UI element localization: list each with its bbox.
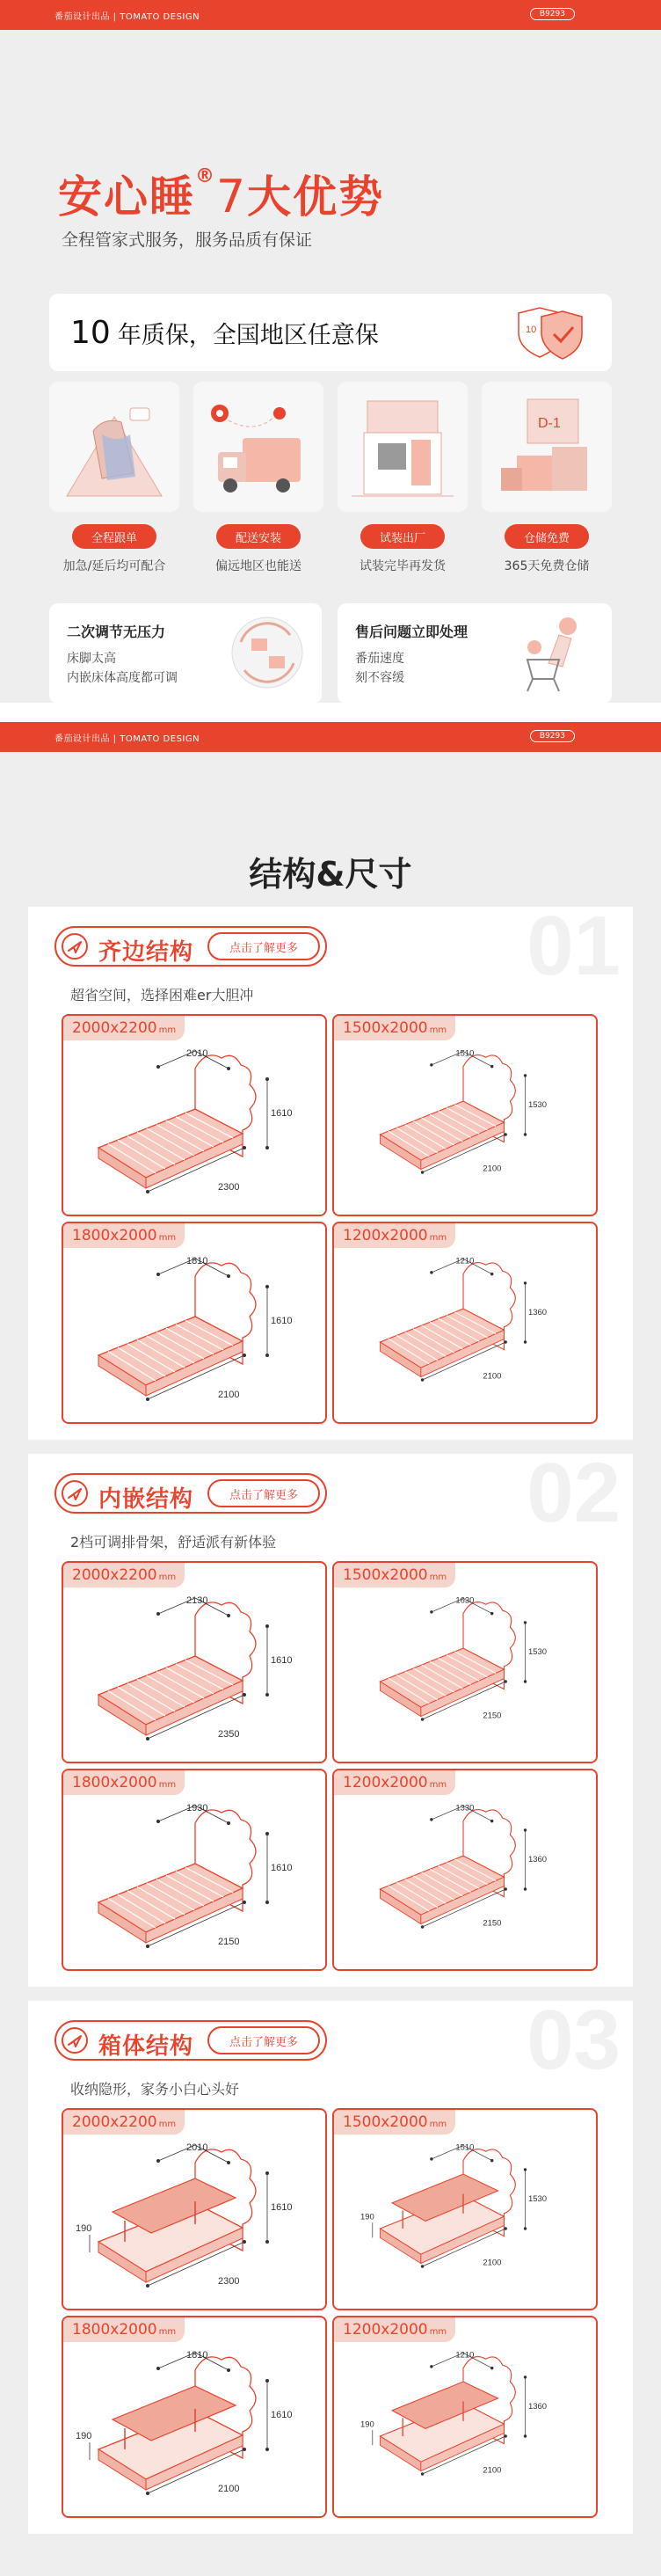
top-bar-2 — [0, 722, 661, 752]
dimension-dot — [490, 1820, 493, 1822]
product-code-badge: B9293 — [530, 8, 575, 20]
tracking-label: 全程跟单 — [72, 524, 156, 549]
size-tag: 1500x2000 mm — [334, 1016, 455, 1040]
dimension-dot — [243, 1693, 246, 1697]
delivery-desc: 偏远地区也能送 — [215, 559, 301, 573]
structure-title: 结构&尺寸 — [249, 855, 412, 894]
base-height-label: 190 — [76, 2431, 92, 2441]
dimension-dot — [490, 2367, 493, 2369]
delivery-illustration — [193, 382, 323, 512]
dimension-dot — [524, 1133, 527, 1135]
dimension-dot — [265, 2240, 269, 2244]
brand-text: 番茄设计出品 | TOMATO DESIGN — [54, 11, 200, 22]
height-label: 1610 — [271, 1316, 293, 1326]
bed-diagram — [334, 1563, 598, 1763]
panel-header — [54, 926, 327, 967]
dimension-dot — [524, 1621, 527, 1624]
length-label: 2150 — [483, 1918, 502, 1929]
storage-label: 仓储免费 — [505, 524, 589, 549]
dimension-dot — [265, 1146, 269, 1149]
height-label: 1610 — [271, 2202, 293, 2213]
size-tag: 1200x2000 mm — [334, 1770, 455, 1795]
dimension-dot — [524, 2375, 527, 2378]
size-tag: 2000x2200 mm — [63, 2110, 185, 2135]
trial-illustration — [338, 382, 468, 512]
dimension-dot — [490, 1612, 493, 1615]
dimension-dot — [156, 1065, 160, 1069]
bed-diagram — [63, 2317, 327, 2518]
size-card — [332, 2108, 598, 2310]
dimension-dot — [156, 2159, 160, 2163]
dimension-dot — [504, 2434, 506, 2437]
base-height-label: 190 — [360, 2419, 374, 2430]
feature-after-sales — [338, 603, 612, 704]
base-height-label: 190 — [76, 2223, 92, 2234]
size-card — [62, 1769, 327, 1971]
after-sales-chair-icon — [510, 609, 598, 697]
warranty-shield-icon — [506, 303, 587, 364]
advantages-title: 安心睡®7大优势 — [58, 165, 385, 223]
size-grid — [62, 2108, 599, 2518]
height-label: 1360 — [527, 1308, 547, 1318]
adjust-cycle-icon — [225, 610, 309, 695]
dimension-dot — [490, 2159, 493, 2162]
advantages-section — [0, 30, 661, 703]
dimension-dot — [243, 1354, 246, 1357]
feature-adjust-title: 二次调节无压力 — [67, 624, 166, 640]
dimension-dot — [524, 1828, 527, 1831]
dimension-dot — [504, 1340, 506, 1343]
size-card — [332, 1222, 598, 1424]
warranty-years: 10 — [70, 314, 111, 351]
bed-diagram — [334, 1223, 598, 1424]
service-card-delivery — [193, 382, 323, 574]
dimension-dot — [265, 1693, 269, 1697]
dimension-dot — [227, 2161, 230, 2164]
dimension-dot — [430, 1818, 432, 1821]
width-label: 2010 — [186, 1048, 208, 1059]
dimension-dot — [265, 1624, 269, 1628]
structure-panel-2 — [28, 1446, 633, 1987]
dimension-dot — [146, 2492, 149, 2495]
height-label: 1360 — [527, 2402, 547, 2412]
top-bar — [0, 0, 661, 30]
panel-subtitle: 超省空间，选择困难er大胆冲 — [70, 987, 254, 1003]
warranty-badge-text: 10 — [526, 325, 537, 335]
dimension-dot — [156, 2367, 160, 2370]
dimension-dot — [146, 2284, 149, 2288]
dimension-dot — [524, 1281, 527, 1284]
panel-title: 箱体结构 — [98, 2033, 194, 2060]
width-label: 1510 — [455, 1048, 475, 1059]
dimension-dot — [430, 1271, 432, 1273]
dimension-dot — [156, 1273, 160, 1276]
dimension-dot — [265, 2448, 269, 2451]
bed-diagram — [334, 1770, 598, 1971]
product-code-badge-2: B9293 — [530, 730, 575, 742]
width-label: 1930 — [186, 1803, 208, 1813]
dimension-dot — [227, 1067, 230, 1070]
size-tag: 2000x2200 mm — [63, 1016, 185, 1040]
dimension-dot — [504, 1133, 506, 1135]
width-label: 1210 — [455, 2350, 475, 2361]
dimension-dot — [524, 2227, 527, 2229]
advantages-subtitle: 全程管家式服务，服务品质有保证 — [62, 230, 313, 250]
panel-title: 内嵌结构 — [98, 1486, 194, 1513]
size-tag: 2000x2200 mm — [63, 1563, 185, 1587]
bed-diagram — [63, 1223, 327, 1424]
service-card-storage — [482, 382, 612, 574]
service-card-tracking — [49, 382, 179, 574]
tracking-illustration — [49, 382, 179, 512]
feature-after-sales-title: 售后问题立即处理 — [355, 624, 469, 640]
height-label: 1610 — [271, 1655, 293, 1666]
dimension-dot — [156, 1820, 160, 1823]
dimension-dot — [227, 1274, 230, 1278]
dimension-dot — [243, 2240, 246, 2244]
width-label: 1330 — [455, 1803, 475, 1813]
dimension-dot — [504, 2227, 506, 2229]
trial-label: 试装出厂 — [360, 524, 445, 549]
width-label: 1210 — [455, 1256, 475, 1266]
height-label: 1530 — [527, 2194, 547, 2205]
width-label: 1810 — [186, 2350, 208, 2361]
width-label: 2130 — [186, 1595, 208, 1606]
length-label: 2300 — [218, 1182, 240, 1193]
bed-diagram — [63, 1770, 327, 1971]
size-card — [62, 2316, 327, 2518]
learn-more-button[interactable]: 点击了解更多 — [207, 2026, 320, 2054]
dimension-dot — [430, 2365, 432, 2368]
dimension-dot — [265, 1354, 269, 1357]
brand-text-2: 番茄设计出品 | TOMATO DESIGN — [54, 733, 200, 744]
height-label: 1610 — [271, 2410, 293, 2420]
size-card — [332, 1769, 598, 1971]
bed-diagram — [63, 1016, 327, 1216]
base-height-label: 190 — [360, 2212, 374, 2222]
size-tag: 1500x2000 mm — [334, 2110, 455, 2135]
structure-panel-1 — [28, 899, 633, 1440]
trial-desc: 试装完毕再发货 — [360, 559, 446, 573]
feature-adjust — [49, 603, 322, 704]
storage-desc: 365天免费仓储 — [504, 559, 590, 573]
structure-panel-3 — [28, 1993, 633, 2534]
dimension-dot — [265, 1832, 269, 1835]
structure-section — [0, 752, 661, 2576]
size-tag: 1200x2000 mm — [334, 2317, 455, 2342]
length-label: 2100 — [218, 2484, 240, 2494]
dimension-dot — [490, 1273, 493, 1275]
size-card — [332, 1014, 598, 1216]
size-card — [332, 2316, 598, 2518]
dimension-dot — [265, 2171, 269, 2175]
size-card — [62, 1561, 327, 1763]
dimension-dot — [430, 2157, 432, 2160]
dimension-dot — [227, 2368, 230, 2372]
bed-diagram — [63, 1563, 327, 1763]
feature-adjust-line-2: 内嵌床体高度都可调 — [67, 671, 178, 685]
dimension-dot — [490, 1065, 493, 1068]
dimension-dot — [265, 1901, 269, 1904]
service-card-trial — [338, 382, 468, 574]
height-label: 1530 — [527, 1100, 547, 1111]
height-label: 1610 — [271, 1108, 293, 1119]
size-grid — [62, 1561, 599, 1971]
bed-badge-icon — [62, 933, 88, 960]
bed-badge-icon — [62, 2027, 88, 2054]
dimension-dot — [243, 2448, 246, 2451]
dimension-dot — [421, 2265, 424, 2267]
dimension-dot — [504, 1680, 506, 1682]
width-label: 1810 — [186, 1256, 208, 1266]
feature-adjust-line-1: 床脚太高 — [67, 652, 116, 666]
length-label: 2100 — [218, 1390, 240, 1400]
size-tag: 1800x2000 mm — [63, 1770, 185, 1795]
storage-illustration — [482, 382, 612, 512]
dimension-dot — [421, 1925, 424, 1928]
dimension-dot — [430, 1063, 432, 1066]
width-label: 2010 — [186, 2142, 208, 2153]
dimension-dot — [146, 1190, 149, 1193]
panel-subtitle: 2档可调排骨架，舒适派有新体验 — [70, 1534, 277, 1551]
feature-after-sales-line-1: 番茄速度 — [355, 652, 404, 666]
length-label: 2350 — [218, 1729, 240, 1740]
panel-number: 01 — [527, 899, 621, 993]
delivery-label: 配送安装 — [216, 524, 301, 549]
width-label: 1630 — [455, 1595, 475, 1606]
feature-after-sales-line-2: 刻不容缓 — [355, 671, 404, 685]
dimension-dot — [146, 1737, 149, 1740]
length-label: 2100 — [483, 1371, 502, 1382]
size-tag: 1500x2000 mm — [334, 1563, 455, 1587]
length-label: 2300 — [218, 2276, 240, 2287]
dimension-dot — [227, 1821, 230, 1825]
dimension-dot — [524, 2168, 527, 2171]
dimension-dot — [524, 1887, 527, 1890]
height-label: 1610 — [271, 1863, 293, 1873]
dimension-dot — [265, 1285, 269, 1288]
panel-number: 02 — [527, 1446, 621, 1540]
bed-diagram — [334, 2110, 598, 2310]
dimension-dot — [524, 1680, 527, 1682]
tracking-desc: 加急/延后均可配合 — [62, 559, 166, 573]
dimension-dot — [430, 1610, 432, 1613]
dimension-dot — [146, 1397, 149, 1401]
dimension-dot — [421, 1378, 424, 1381]
size-card — [332, 1561, 598, 1763]
height-label: 1530 — [527, 1647, 547, 1658]
dimension-dot — [504, 1887, 506, 1890]
dimension-dot — [421, 1718, 424, 1720]
dimension-dot — [156, 1612, 160, 1616]
dimension-dot — [421, 2472, 424, 2475]
dimension-dot — [524, 2434, 527, 2437]
dimension-dot — [421, 1171, 424, 1173]
panel-number: 03 — [527, 1993, 621, 2087]
section-gap — [0, 703, 661, 722]
size-card — [62, 2108, 327, 2310]
width-label: 1510 — [455, 2142, 475, 2153]
size-tag: 1200x2000 mm — [334, 1223, 455, 1248]
dimension-dot — [243, 1146, 246, 1149]
bed-badge-icon — [62, 1480, 88, 1507]
bed-diagram — [334, 2317, 598, 2518]
dimension-dot — [265, 1077, 269, 1081]
dimension-dot — [146, 1945, 149, 1948]
panel-subtitle: 收纳隐形，家务小白心头好 — [70, 2081, 240, 2098]
length-label: 2100 — [483, 2465, 502, 2476]
bed-diagram — [63, 2110, 327, 2310]
dimension-dot — [524, 1340, 527, 1343]
size-tag: 1800x2000 mm — [63, 1223, 185, 1248]
size-tag: 1800x2000 mm — [63, 2317, 185, 2342]
length-label: 2100 — [483, 2258, 502, 2268]
size-grid — [62, 1014, 599, 1424]
size-card — [62, 1014, 327, 1216]
panel-title: 齐边结构 — [98, 939, 194, 966]
length-label: 2150 — [483, 1711, 502, 1721]
dimension-dot — [227, 1614, 230, 1617]
bed-diagram — [334, 1016, 598, 1216]
height-label: 1360 — [527, 1855, 547, 1865]
warranty-banner — [49, 294, 612, 371]
dimension-dot — [243, 1901, 246, 1904]
panel-header — [54, 1473, 327, 1514]
length-label: 2100 — [483, 1164, 502, 1174]
learn-more-button[interactable]: 点击了解更多 — [207, 932, 320, 960]
warranty-text: 年质保，全国地区任意保 — [117, 321, 379, 349]
size-card — [62, 1222, 327, 1424]
dimension-dot — [265, 2379, 269, 2383]
storage-calendar-text: D-1 — [538, 416, 561, 431]
length-label: 2150 — [218, 1937, 240, 1947]
panel-header — [54, 2020, 327, 2061]
service-cards — [49, 382, 612, 574]
dimension-dot — [524, 1074, 527, 1076]
learn-more-button[interactable]: 点击了解更多 — [207, 1479, 320, 1507]
